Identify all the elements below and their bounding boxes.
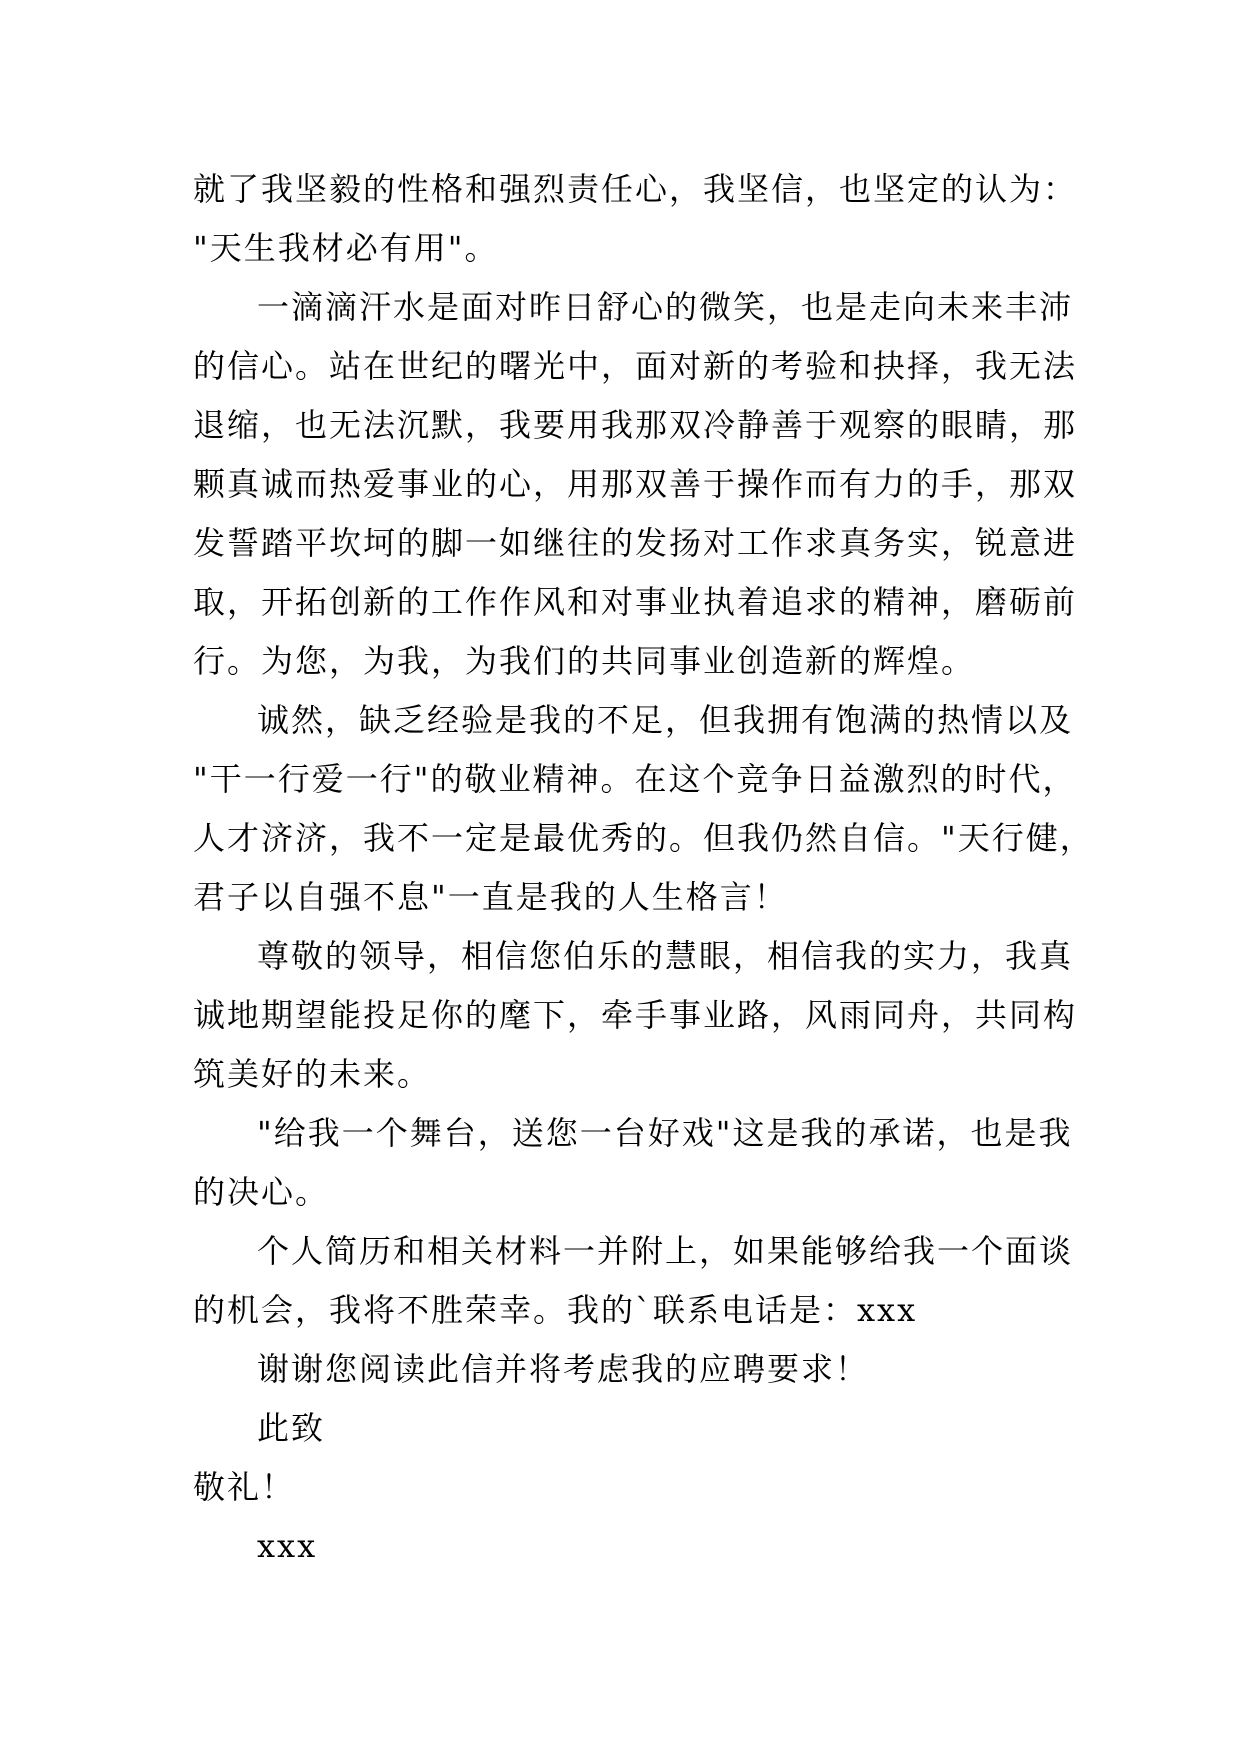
closing-salutation: 此致 bbox=[257, 1409, 326, 1447]
text-line: 的信心。站在世纪的曙光中，面对新的考验和抉择，我无法 bbox=[193, 347, 1078, 385]
text-line: "天生我材必有用"。 bbox=[193, 229, 499, 267]
text-line: 君子以自强不息"一直是我的人生格言！ bbox=[193, 878, 788, 916]
text-line: 诚然，缺乏经验是我的不足，但我拥有饱满的热情以及 bbox=[257, 701, 1074, 739]
text-line: 取，开拓创新的工作作风和对事业执着追求的精神，磨砺前 bbox=[193, 583, 1078, 621]
text-line: 尊敬的领导，相信您伯乐的慧眼，相信我的实力，我真 bbox=[257, 937, 1074, 975]
text-line: "干一行爱一行"的敬业精神。在这个竞争日益激烈的时代， bbox=[193, 760, 1077, 798]
text-line: "给我一个舞台，送您一台好戏"这是我的承诺，也是我 bbox=[257, 1114, 1073, 1152]
text-line: 筑美好的未来。 bbox=[193, 1055, 432, 1093]
text-line: 颗真诚而热爱事业的心，用那双善于操作而有力的手，那双 bbox=[193, 465, 1078, 503]
text-line: 一滴滴汗水是面对昨日舒心的微笑，也是走向未来丰沛 bbox=[257, 288, 1074, 326]
text-line: 发誓踏平坎坷的脚一如继往的发扬对工作求真务实，锐意进 bbox=[193, 524, 1078, 562]
closing-respects: 敬礼！ bbox=[193, 1468, 296, 1506]
text-line: 诚地期望能投足你的麾下，牵手事业路，风雨同舟，共同构 bbox=[193, 996, 1078, 1034]
text-line: 行。为您，为我，为我们的共同事业创造新的辉煌。 bbox=[193, 642, 976, 680]
text-line: 谢谢您阅读此信并将考虑我的应聘要求！ bbox=[257, 1350, 870, 1388]
text-line: 个人简历和相关材料一并附上，如果能够给我一个面谈 bbox=[257, 1232, 1074, 1270]
text-line: 就了我坚毅的性格和强烈责任心，我坚信，也坚定的认为： bbox=[193, 170, 1078, 208]
text-line: 人才济济，我不一定是最优秀的。但我仍然自信。"天行健， bbox=[193, 819, 1094, 857]
signature: xxx bbox=[257, 1527, 318, 1565]
text-line: 的机会，我将不胜荣幸。我的`联系电话是：xxx bbox=[193, 1291, 918, 1329]
text-line: 退缩，也无法沉默，我要用我那双冷静善于观察的眼睛，那 bbox=[193, 406, 1078, 444]
letter-body bbox=[193, 160, 1094, 1576]
text-line: 的决心。 bbox=[193, 1173, 330, 1211]
